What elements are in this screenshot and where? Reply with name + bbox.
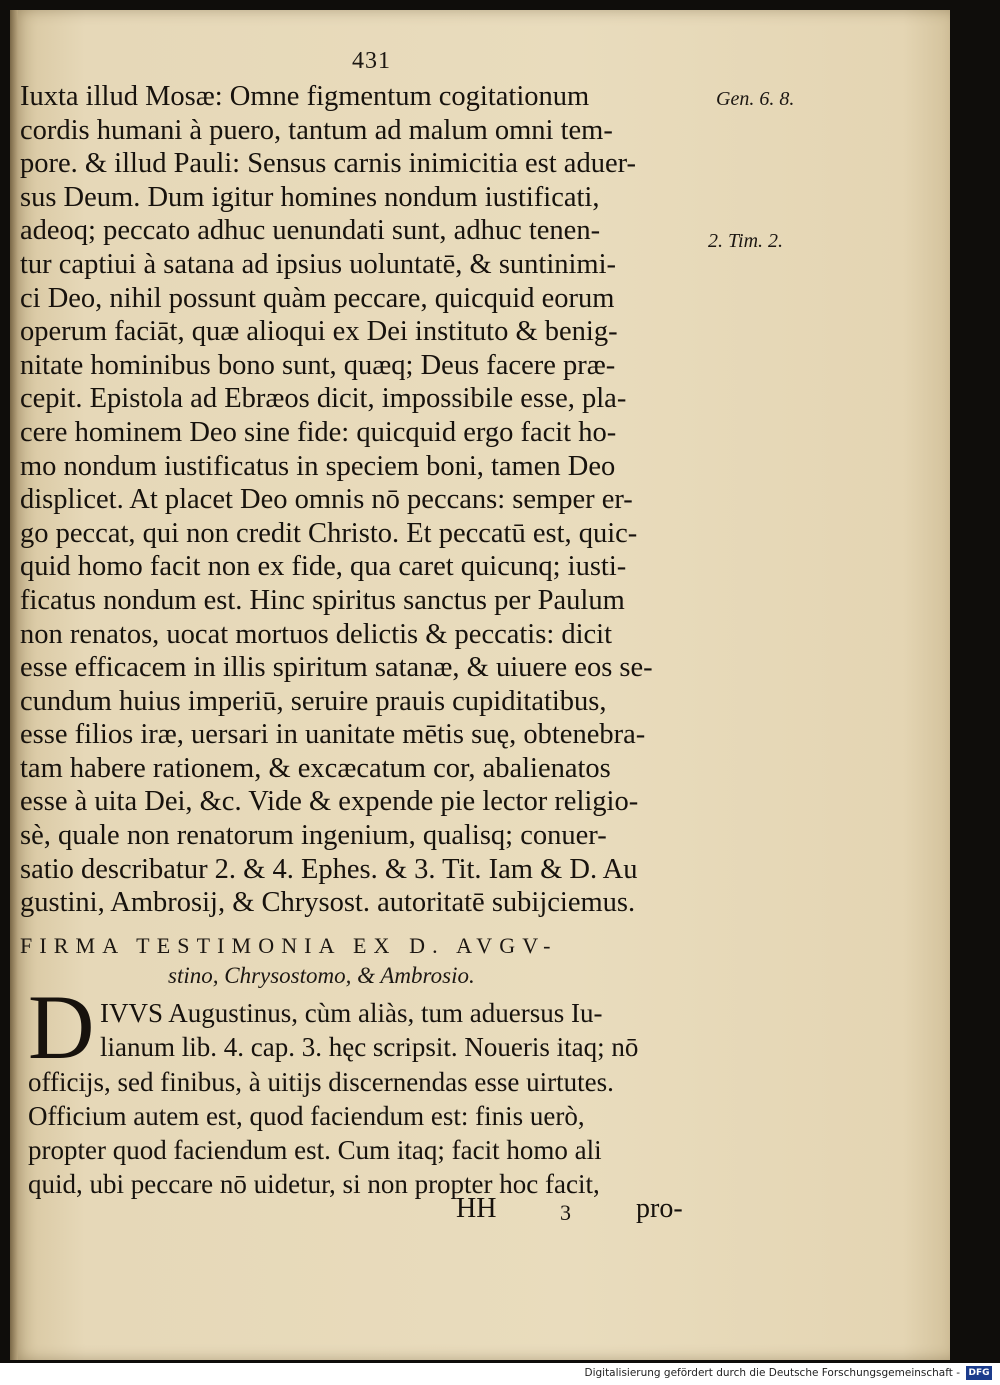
text-line: satio describatur 2. & 4. Ephes. & 3. Tit. Iam & D. Au (20, 853, 638, 885)
page-gutter (10, 10, 18, 1360)
text-line: quid homo facit non ex fide, qua caret quicunq; iusti- (20, 551, 627, 583)
text-line: quid, ubi peccare nō uidetur, si non propter hoc facit, (28, 1169, 600, 1200)
margin-note-genesis: Gen. 6. 8. (716, 88, 795, 110)
text-line: esse filios iræ, uersari in uanitate mētis suę, obtenebra- (20, 719, 646, 751)
text-line: sus Deum. Dum igitur homines nondum iustificati, (20, 181, 600, 213)
text-line: Iuxta illud Mosæ: Omne figmentum cogitationum (20, 81, 590, 112)
main-text-block (20, 80, 710, 920)
text-line: cere hominem Deo sine fide: quicquid ergo facit ho- (20, 416, 617, 448)
text-line: displicet. At placet Deo omnis nō peccans: semper er- (20, 484, 633, 516)
text-line: go peccat, qui non credit Christo. Et peccatū est, quic- (20, 517, 638, 549)
text-line: mo nondum iustificatus in speciem boni, tamen Deo (20, 450, 616, 482)
text-line: tam habere rationem, & excæcatum cor, abalienatos (20, 752, 611, 784)
text-line: IVVS Augustinus, cùm aliàs, tum aduersus Iu- (100, 998, 603, 1028)
dfg-logo: DFG (966, 1366, 992, 1380)
section-heading (20, 932, 720, 992)
text-line: lianum lib. 4. cap. 3. hęc scripsit. Noueris itaq; nō (100, 1032, 639, 1063)
text-line: ficatus nondum est. Hinc spiritus sanctus per Paulum (20, 584, 625, 616)
second-paragraph (28, 976, 718, 1202)
drop-capital: D (28, 976, 95, 1078)
text-line: Officium autem est, quod faciendum est: finis uerò, (28, 1100, 585, 1131)
text-line: propter quod faciendum est. Cum itaq; facit homo ali (28, 1135, 602, 1166)
text-line: adeoq; peccato adhuc uenundati sunt, adhuc tenen- (20, 215, 601, 247)
heading-line: FIRMA TESTIMONIA EX D. AVGV- (20, 933, 558, 958)
catchword: pro- (636, 1193, 683, 1224)
text-line: sè, quale non renatorum ingenium, qualisq; conuer- (20, 820, 607, 852)
text-line: tur captiui à satana ad ipsius uoluntatē, & suntinimi- (20, 248, 617, 280)
text-line: ci Deo, nihil possunt quàm peccare, quicquid eorum (20, 282, 615, 314)
signature-mark: HH (456, 1193, 497, 1224)
margin-note-timothy: 2. Tim. 2. (708, 230, 784, 252)
text-line: operum faciāt, quæ alioqui ex Dei instituto & benig- (20, 316, 618, 348)
signature-number: 3 (560, 1200, 571, 1225)
text-line: pore. & illud Pauli: Sensus carnis inimicitia est aduer- (20, 148, 637, 180)
text-line: non renatos, uocat mortuos delictis & peccatis: dicit (20, 618, 613, 650)
text-line: cepit. Epistola ad Ebræos dicit, impossibile esse, pla- (20, 383, 627, 415)
heading-line: stino, Chrysostomo, & Ambrosio. (168, 963, 475, 988)
text-line: esse efficacem in illis spiritum satanæ, & uiuere eos se- (20, 652, 653, 684)
funding-notice: Digitalisierung gefördert durch die Deutsche Forschungsgemeinschaft - (584, 1367, 960, 1379)
footer-bar (0, 1363, 1000, 1385)
text-line: esse à uita Dei, &c. Vide & expende pie lector religio- (20, 786, 639, 818)
text-line: gustini, Ambrosij, & Chrysost. autoritatē subijciemus. (20, 887, 636, 919)
text-line: cundum huius imperiū, seruire prauis cupiditatibus, (20, 685, 607, 717)
text-line: officijs, sed finibus, à uitijs discernendas esse uirtutes. (28, 1066, 614, 1097)
text-line: cordis humani à puero, tantum ad malum omni tem- (20, 114, 613, 146)
page-number: 431 (352, 48, 391, 74)
text-line: nitate hominibus bono sunt, quæq; Deus facere præ- (20, 349, 616, 381)
